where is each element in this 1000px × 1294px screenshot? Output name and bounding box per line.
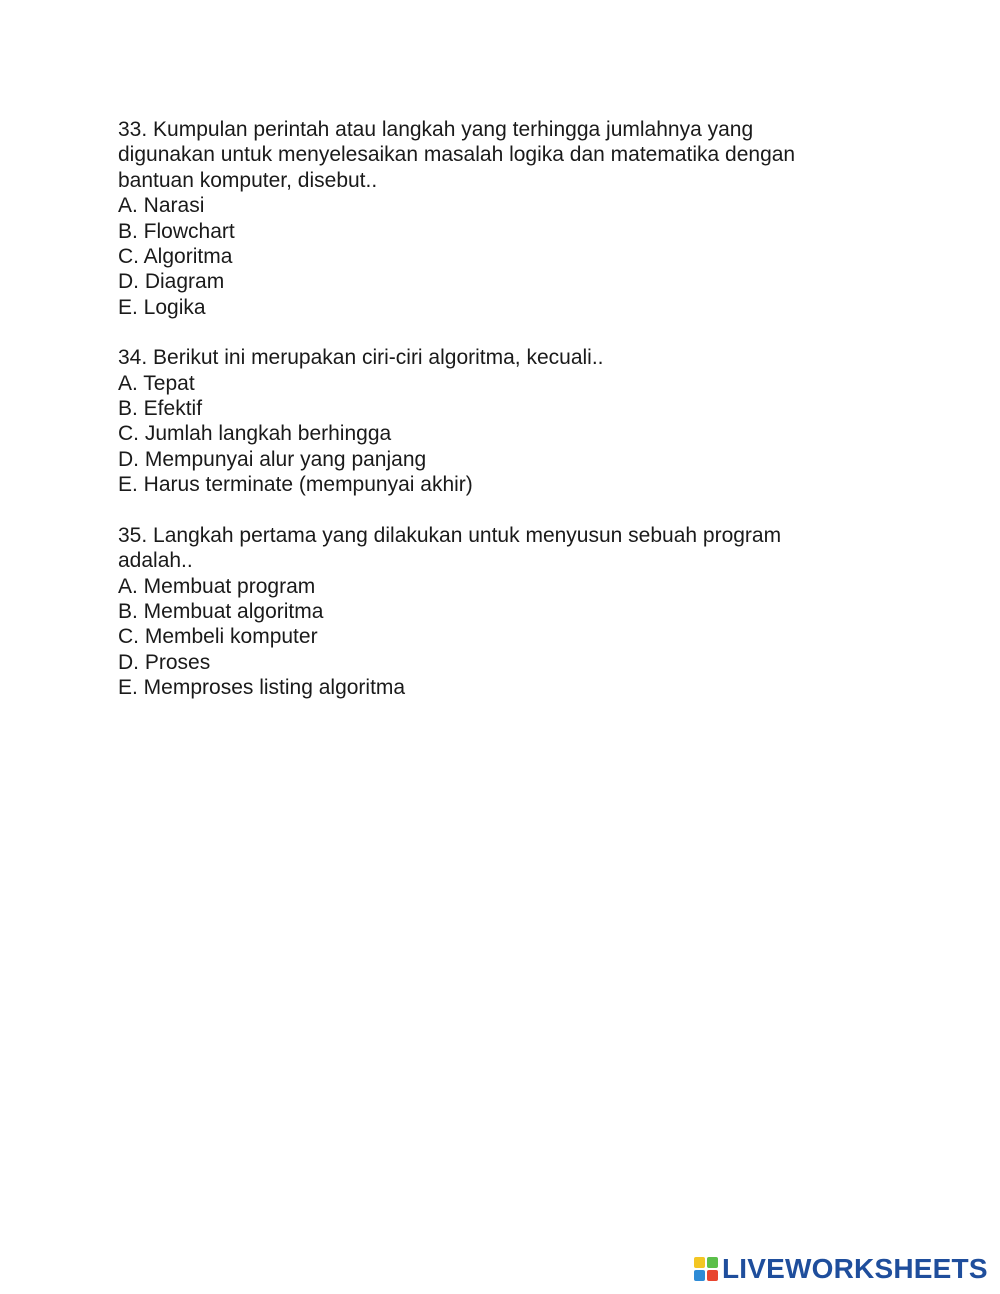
liveworksheets-logo (694, 1253, 988, 1284)
option-a: A. Tepat (118, 371, 195, 395)
option-e: E. Memproses listing algoritma (118, 676, 406, 700)
option-d: D. Diagram (118, 270, 225, 294)
question-33 (118, 117, 878, 320)
option-d: D. Proses (118, 650, 211, 674)
question-text-line: 35. Langkah pertama yang dilakukan untuk menyusun sebuah program (118, 523, 782, 547)
option-a: A. Narasi (118, 194, 205, 218)
question-text-line: adalah.. (118, 549, 193, 573)
option-e: E. Harus terminate (mempunyai akhir) (118, 473, 473, 497)
question-text-line: 34. Berikut ini merupakan ciri-ciri algoritma, kecuali.. (118, 346, 604, 370)
liveworksheets-logo-text: LIVEWORKSHEETS (722, 1253, 988, 1284)
liveworksheets-logo-icon (694, 1257, 718, 1281)
option-c: C. Membeli komputer (118, 625, 318, 649)
option-b: B. Flowchart (118, 219, 235, 243)
question-text-line: 33. Kumpulan perintah atau langkah yang terhingga jumlahnya yang (118, 118, 754, 141)
worksheet-page (118, 117, 878, 726)
option-b: B. Membuat algoritma (118, 599, 324, 623)
option-b: B. Efektif (118, 397, 203, 421)
question-text-line: digunakan untuk menyelesaikan masalah logika dan matematika dengan (118, 143, 796, 167)
option-a: A. Membuat program (118, 574, 316, 598)
question-35 (118, 523, 878, 701)
option-e: E. Logika (118, 295, 206, 319)
option-d: D. Mempunyai alur yang panjang (118, 447, 427, 471)
option-c: C. Jumlah langkah berhingga (118, 422, 392, 446)
option-c: C. Algoritma (118, 245, 233, 269)
question-text-line: bantuan komputer, disebut.. (118, 168, 378, 192)
question-34 (118, 345, 878, 497)
